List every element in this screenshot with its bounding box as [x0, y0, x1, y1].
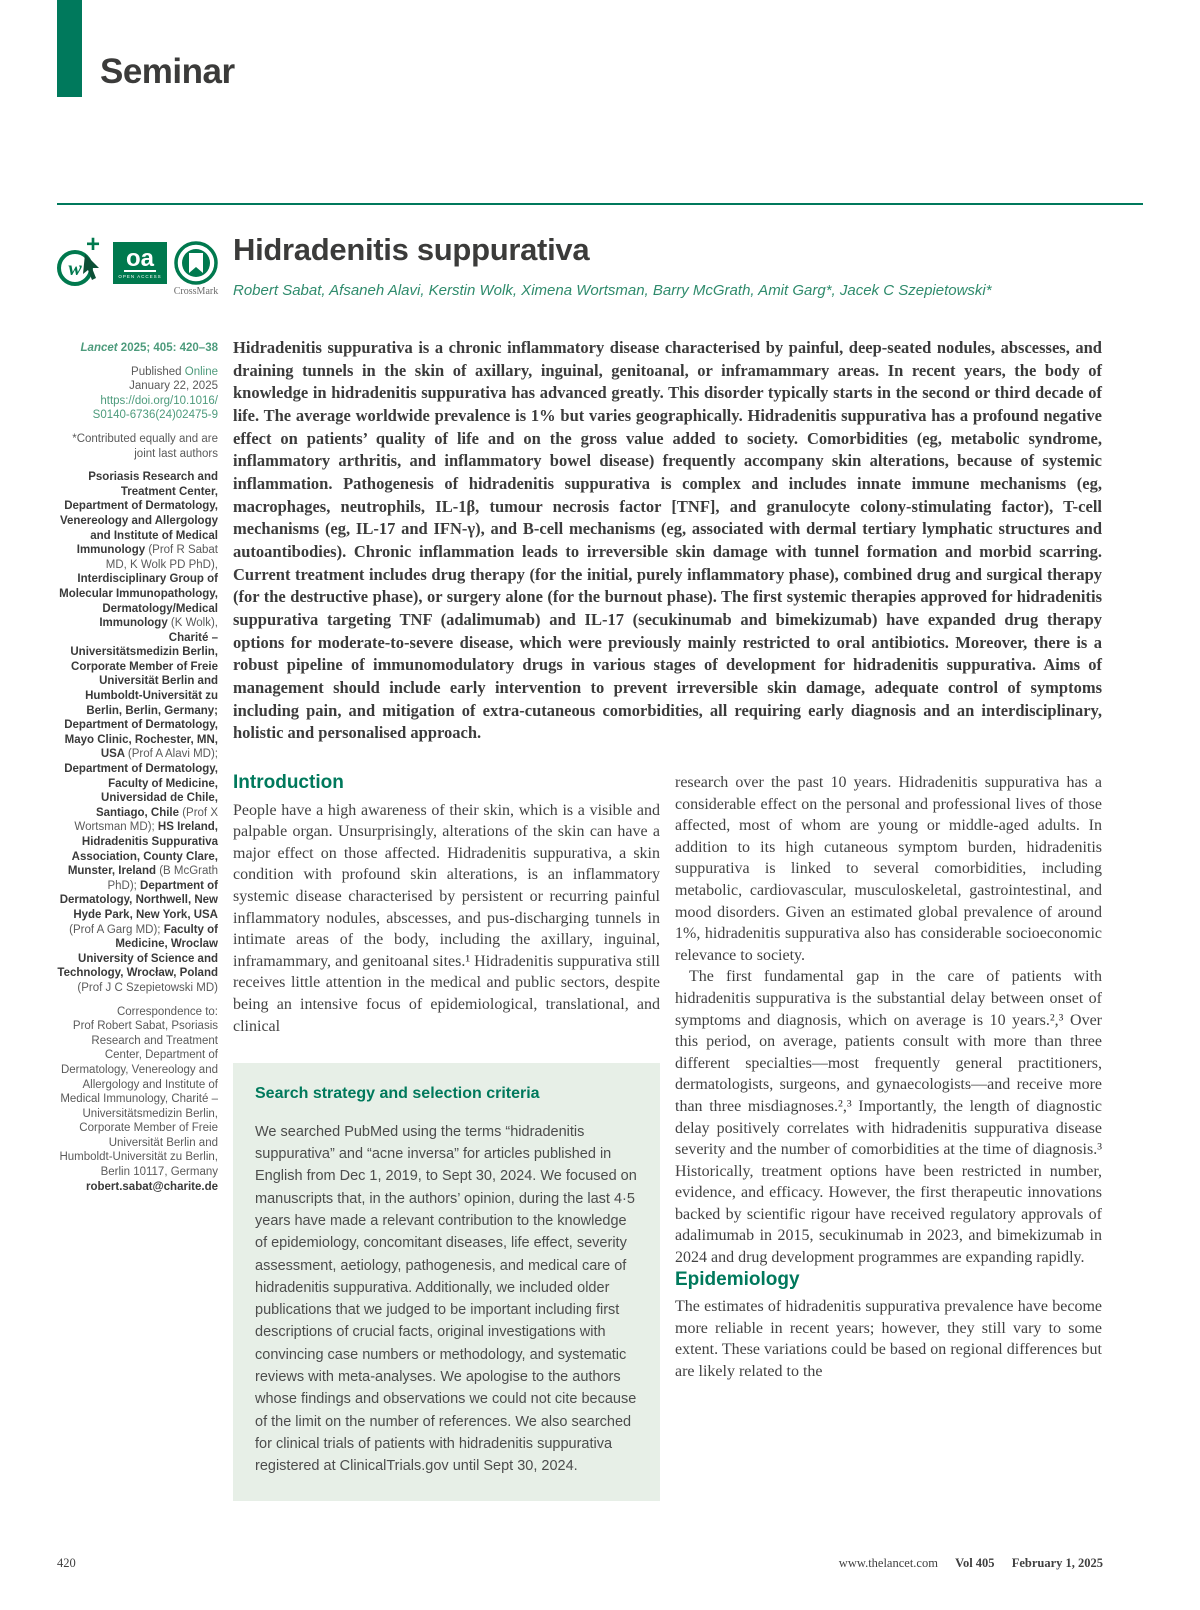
- author-line: Robert Sabat, Afsaneh Alavi, Kerstin Wolk, Ximena Wortsman, Barry McGrath, Amit Garg*, Jacek C Szepietowski*: [233, 282, 992, 299]
- citation-line: Lancet 2025; 405: 420–38: [80, 342, 218, 354]
- crossmark-badge[interactable]: [173, 240, 219, 297]
- published-block: Published Online January 22, 2025 https://doi.org/10.1016/ S0140-6736(24)02475-9: [57, 365, 218, 423]
- doi-link[interactable]: https://doi.org/10.1016/: [100, 394, 218, 407]
- footer-volume: Vol 405: [955, 1556, 995, 1570]
- published-date: January 22, 2025: [129, 380, 218, 393]
- doi-link-2[interactable]: S0140-6736(24)02475-9: [92, 409, 218, 422]
- margin-column: [57, 341, 218, 1203]
- page-number: 420: [57, 1556, 76, 1570]
- crossmark-icon: [173, 240, 219, 286]
- svg-text:w: w: [68, 258, 82, 280]
- correspondence-body: Prof Robert Sabat, Psoriasis Research and Treatment Center, Department of Dermatology, Venereology and Allergology and Institute of Medical Immunology, Charité – Universitätsmedizin Berlin, Corporate Member of Freie Universität Berlin and Humboldt-Universität zu Berlin, Berlin 10117, Germany: [59, 1020, 218, 1179]
- footer-date: February 1, 2025: [1011, 1556, 1103, 1570]
- introduction-heading: Introduction: [233, 772, 344, 793]
- epidemiology-paragraph: The estimates of hidradenitis suppurativa prevalence have become more reliable in recent years; however, they still vary to some extent. These variations could be based on regional differences but are likely related to the: [675, 1298, 1102, 1381]
- continuation-paragraph-1: research over the past 10 years. Hidradenitis suppurativa has a considerable effect on the personal and professional lives of those affected, most of whom are young or middle-aged adults. In addition to its high cutaneous symptom burden, hidradenitis suppurativa is linked to several comorbidities, including metabolic, cardiovascular, musculoskeletal, gastrointestinal, and mood disorders. Given an estimated global prevalence of around 1%, hidradenitis suppurativa also has considerable socioeconomic relevance to society.: [675, 774, 1102, 964]
- crossmark-label: CrossMark: [173, 286, 219, 297]
- search-strategy-body: We searched PubMed using the terms “hidradenitis suppurativa” and “acne inversa” for articles published in English from Dec 1, 2019, to Sept 30, 2024. We focused on manuscripts that, in the authors’ opinion, during the last 4·5 years have made a relevant contribution to the knowledge of epidemiology, concomitant diseases, life effect, severity assessment, aetiology, pathogenesis, and medical care of hidradenitis suppurativa. Additionally, we included older publications that we judged to be important including first descriptions of crucial facts, original investigations with convincing case numbers or methodology, and systematic reviews with meta-analyses. We apologise to the authors whose findings and observations we could not cite because of the limit on the number of references. We also searched for clinical trials of patients with hidradenitis suppurativa registered at ClinicalTrials.gov until Sept 30, 2024.: [255, 1123, 637, 1475]
- open-access-icon: oa OPEN ACCESS: [113, 242, 167, 284]
- section-label: Seminar: [100, 52, 235, 91]
- correspondence-label: Correspondence to:: [116, 1005, 218, 1018]
- logo-row: [55, 236, 219, 297]
- footer-site: www.thelancet.com: [838, 1556, 938, 1570]
- column-right: [675, 772, 1102, 1383]
- affiliations-block: Psoriasis Research and Treatment Center, Department of Dermatology, Venereology and Allergology and Institute of Medical Immunology (Prof R Sabat MD, K Wolk PD PhD), Interdisciplinary Group of Molecular Immunopathology, Dermatology/Medical Immunology (K Wolk), Charité – Universitätsmedizin Berlin, Corporate Member of Freie Universität Berlin and Humboldt-Universität zu Berlin, Berlin, Germany; Department of Dermatology, Mayo Clinic, Rochester, MN, USA (Prof A Alavi MD); Department of Dermatology, Faculty of Medicine, Universidad de Chile, Santiago, Chile (Prof X Wortsman MD); HS Ireland, Hidradenitis Suppurativa Association, County Clare, Munster, Ireland (B McGrath PhD); Department of Dermatology, Northwell, New Hyde Park, New York, USA (Prof A Garg MD); Faculty of Medicine, Wroclaw University of Science and Technology, Wrocław, Poland (Prof J C Szepietowski MD): [57, 471, 218, 994]
- search-strategy-title: Search strategy and selection criteria: [255, 1085, 540, 1103]
- contributed-note: *Contributed equally and are joint last authors: [72, 432, 218, 460]
- column-left: [233, 772, 660, 1501]
- continuation-paragraph-2: The first fundamental gap in the care of patients with hidradenitis suppurativa is the substantial delay between onset of symptoms and diagnosis, which on average is 10 years.²,³ Over this period, on average, patients consult with more than three different specialties—most frequently general practitioners, dermatologists, surgeons, and gynaecologists—and receive more than three misdiagnoses.²,³ Importantly, the length of diagnostic delay positively correlates with hidradenitis suppurativa disease severity and the number of comorbidities at the time of diagnosis.³ Historically, treatment options have been restricted in number, evidence, and efficacy. However, the first therapeutic innovations backed by scientific rigour have received regulatory approvals of adalimumab in 2015, secukinumab in 2023, and bimekizumab in 2024 and drug development programmes are expanding rapidly.: [675, 968, 1102, 1267]
- svg-text:+: +: [85, 236, 101, 258]
- introduction-paragraph: People have a high awareness of their skin, which is a visible and palpable organ. Unsurprisingly, alterations of the skin can have a major effect on those affected. Hidradenitis suppurativa, a skin condition with profound skin alterations, is an inflammatory systemic disease characterised by persistent or recurring painful inflammatory nodules, abscesses, and pus-discharging tunnels in intimate areas of the body, including the axillary, inguinal, inframammary, and genitoanal sites.¹ Hidradenitis suppurativa still receives little attention in the medical and public sectors, despite being an intensive focus of epidemiological, translational, and clinical: [233, 801, 660, 1035]
- correspondence-block: [57, 1005, 218, 1195]
- published-online-link[interactable]: Online: [184, 365, 218, 378]
- search-strategy-panel: [233, 1063, 660, 1501]
- page-title: Hidradenitis suppurativa: [233, 232, 590, 267]
- correspondence-email[interactable]: robert.sabat@charite.de: [85, 1180, 218, 1193]
- section-color-bar: [57, 0, 82, 97]
- header-rule: [57, 203, 1143, 205]
- epidemiology-heading: Epidemiology: [675, 1268, 800, 1290]
- online-web-icon: [55, 236, 107, 292]
- abstract-text: Hidradenitis suppurativa is a chronic inflammatory disease characterised by painful, deep-seated nodules, abscesses, and draining tunnels in the skin of axillary, inguinal, genitoanal, or inframammary areas. In recent years, the body of knowledge in hidradenitis suppurativa has advanced greatly. This disorder typically starts in the second or third decade of life. The average worldwide prevalence is 1% but varies geographically. Hidradenitis suppurativa has a profound negative effect on patients’ quality of life and on the gross value added to society. Comorbidities (eg, metabolic syndrome, inflammatory arthritis, and inflammatory bowel disease) frequently accompany skin alterations, because of systemic inflammation. Pathogenesis of hidradenitis suppurativa is complex and includes innate immune mechanisms (eg, macrophages, neutrophils, IL-1β, tumour necrosis factor [TNF], and granulocyte colony-stimulating factor), T-cell mechanisms (eg, IL-17 and IFN-γ), and B-cell mechanisms (eg, associated with dermal tertiary lymphatic structures and autoantibodies). Chronic inflammation leads to irreversible skin damage with tunnel formation and morbid scarring. Current treatment includes drug therapy (for the initial, purely inflammatory phase), combined drug and surgical therapy (for the destructive phase), or surgery alone (for the burnout phase). The first systemic therapies approved for hidradenitis suppurativa targeting TNF (adalimumab) and IL-17 (secukinumab and bimekizumab) have expanded drug therapy options for moderate-to-severe disease, which were previously mainly restricted to oral antibiotics. Moreover, there is a robust pipeline of immunomodulatory drugs in various stages of development for hidradenitis suppurativa. Aims of management should include early intervention to prevent irreversible skin damage, adequate control of symptoms including pain, and mitigation of extra-cutaneous comorbidities, all requiring early diagnosis and an interdisciplinary, holistic and personalised approach.: [233, 338, 1102, 743]
- page-footer: [57, 1556, 1103, 1571]
